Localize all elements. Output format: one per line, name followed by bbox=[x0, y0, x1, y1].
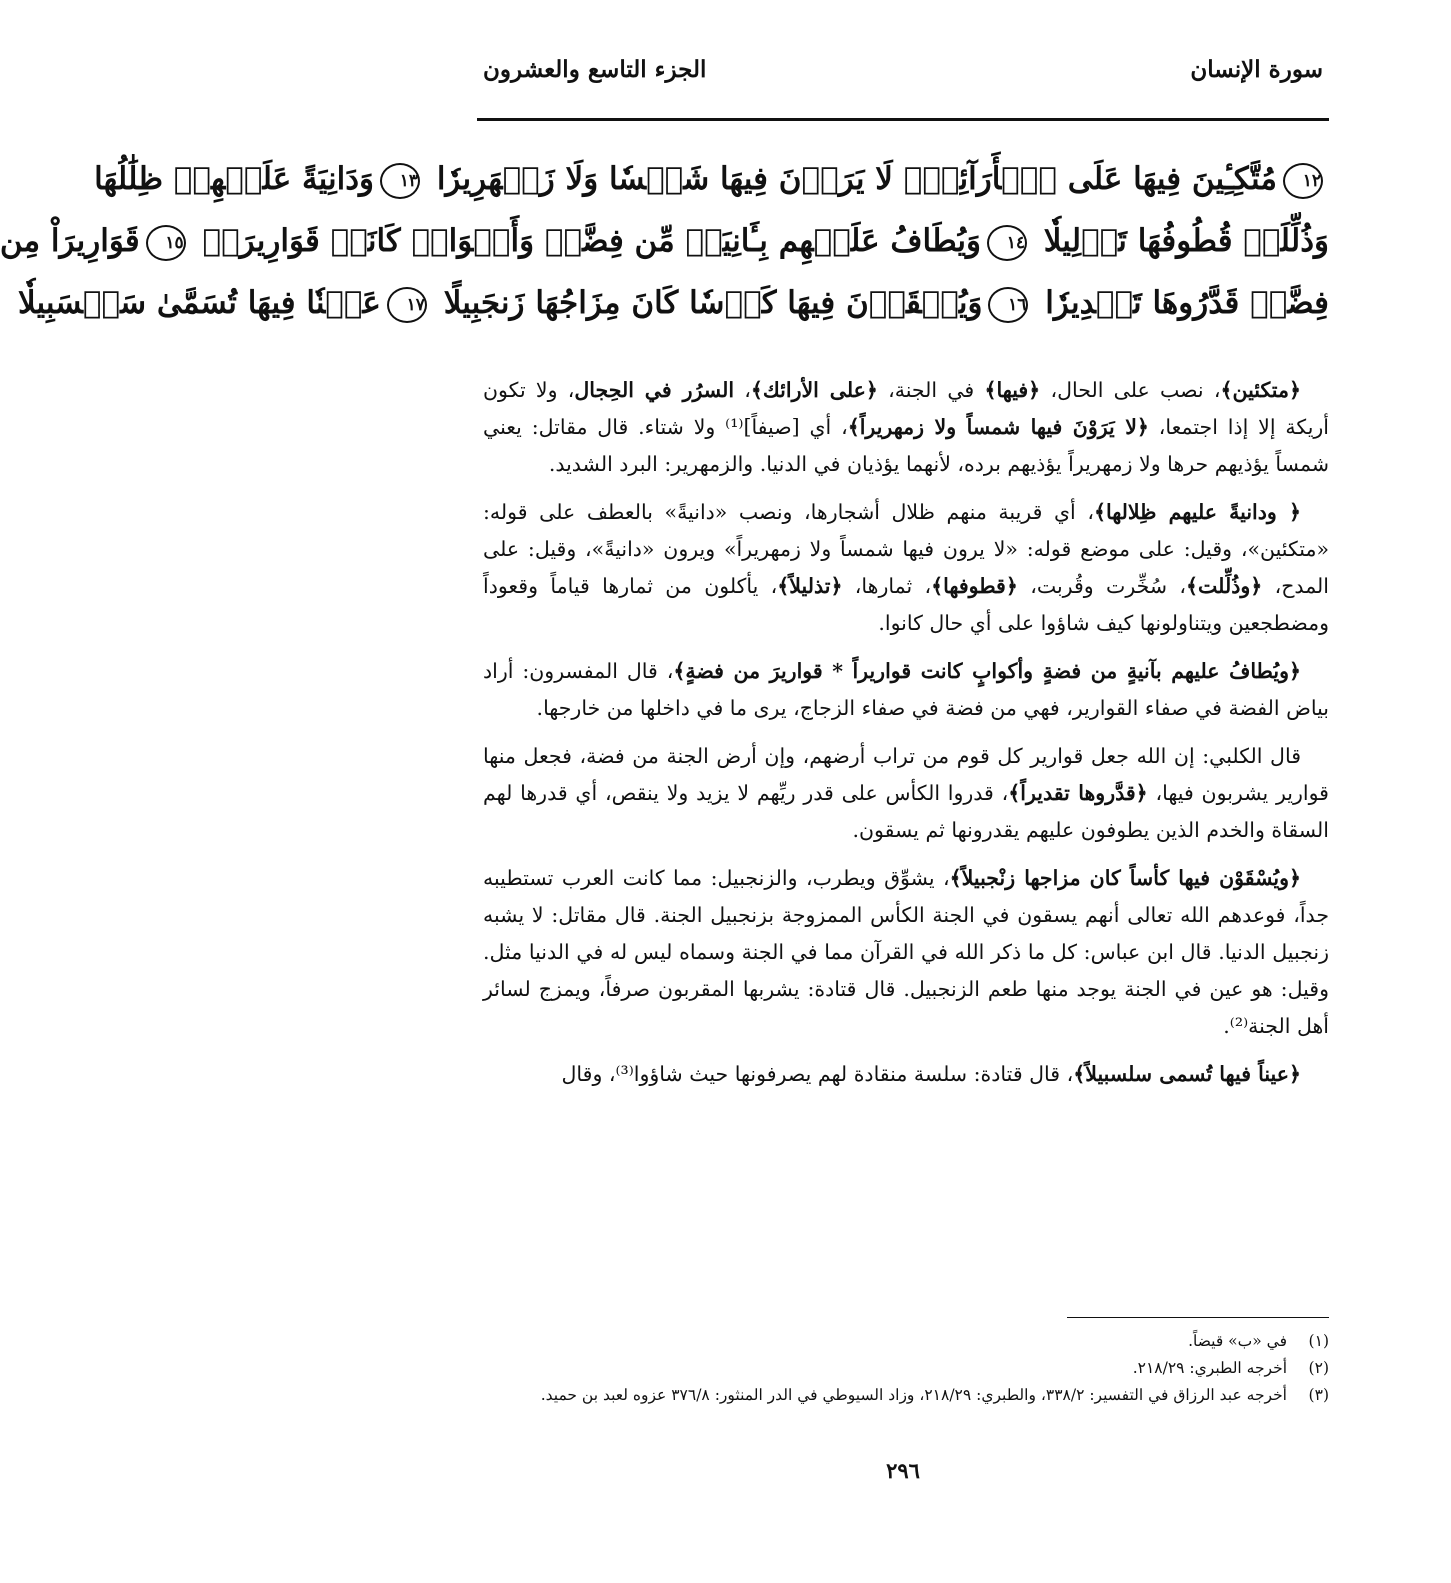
verse-number-marker: ١٢ bbox=[1283, 163, 1323, 199]
juz-title: الجزء التاسع والعشرون bbox=[483, 56, 707, 83]
verse-number-marker: ١٥ bbox=[146, 225, 186, 261]
footnote-number: (١) bbox=[1308, 1332, 1329, 1350]
commentary-text: قال الكلبي: إن الله جعل قوارير كل قوم من تراب أرضهم، وإن أرض الجنة من فضة، فجعل منها قوارير يشربون فيها، bbox=[483, 744, 1329, 805]
footnote bbox=[483, 1382, 1329, 1409]
commentary-text: ، ولا تكون أريكة إلا إذا اجتمعا، bbox=[483, 378, 1329, 439]
quoted-phrase: ﴿فيها﴾ bbox=[984, 378, 1041, 402]
tafsir-paragraph bbox=[483, 494, 1329, 642]
footnote-rule bbox=[1067, 1317, 1329, 1318]
commentary-text: ، يشوِّق ويطرب، والزنجبيل: مما كانت العرب تستطيبه جداً، فوعدهم الله تعالى أنهم يسقون في الجنة الكأس الممزوجة بزنجبيل الجنة. قال مقاتل: لا يشبه زنجبيل الدنيا. قال ابن عباس: كل ما ذكر الله في القرآن مما في الجنة وسماه ليس له في الدنيا مثل. وقيل: هو عين في الجنة يوجد منها طعم الزنجبيل. قال قتادة: يشربها المقربون صرفاً، ويمزج لسائر أهل الجنة⁽²⁾. bbox=[483, 866, 1329, 1038]
quoted-phrase: ﴿لا يَرَوْنَ فيها شمساً ولا زمهريراً﴾ bbox=[847, 415, 1149, 439]
surah-title: سورة الإنسان bbox=[1190, 56, 1323, 83]
footnote-number: (٣) bbox=[1308, 1386, 1329, 1404]
footnote-text: في «ب» قيضاً. bbox=[1188, 1332, 1287, 1350]
tafsir-paragraph bbox=[483, 1056, 1329, 1093]
tafsir-paragraph bbox=[483, 738, 1329, 849]
tafsir-paragraph bbox=[483, 372, 1329, 483]
verse-number-marker: ١٣ bbox=[380, 163, 420, 199]
footnote-number: (٢) bbox=[1308, 1359, 1329, 1377]
verse-number-marker: ١٤ bbox=[987, 225, 1027, 261]
verse-text: فِضَّةٖ قَدَّرُوهَا تَقۡدِيرٗا bbox=[1034, 285, 1329, 321]
commentary-text: ، أي [صيفاً]⁽¹⁾ ولا شتاء. قال مقاتل: يعني شمساً يؤذيهم حرها ولا زمهريراً يؤذيهم برده، لأنهما يؤذيان في الدنيا. والزمهرير: البرد الشديد. bbox=[483, 415, 1329, 476]
footnote-text: أخرجه عبد الرزاق في التفسير: ٣٣٨/٢، والطبري: ٢١٨/٢٩، وزاد السيوطي في الدر المنثور: ٣٧٦/٨ عزوه لعبد بن حميد. bbox=[540, 1386, 1287, 1404]
quoted-phrase: ﴿قدَّروها تقديراً﴾ bbox=[1008, 781, 1148, 805]
verse-text: وَذُلِّلَتۡ قُطُوفُهَا تَذۡلِيلٗا bbox=[1032, 223, 1329, 259]
commentary-text: ، bbox=[734, 378, 751, 402]
commentary-text: ، قدروا الكأس على قدر ريِّهم لا يزيد ولا ينقص، أي قدرها لهم السقاة والخدم الذين يطوفون عليهم يقدرونها ثم يسقون. bbox=[483, 781, 1329, 842]
verse-line bbox=[94, 148, 1329, 210]
quran-verses bbox=[0, 148, 1329, 334]
verse-text: وَيُسۡقَوۡنَ فِيهَا كَأۡسٗا كَانَ مِزَاجُهَا زَنجَبِيلًا bbox=[432, 285, 983, 321]
page-number: ٢٩٦ bbox=[886, 1458, 920, 1483]
quoted-phrase: ﴿قطوفها﴾ bbox=[931, 574, 1018, 598]
tafsir-paragraph bbox=[483, 653, 1329, 727]
tafsir-paragraph bbox=[483, 860, 1329, 1045]
verse-text: وَدَانِيَةً عَلَيۡهِمۡ ظِلَٰلُهَا bbox=[94, 161, 375, 197]
commentary-text: ، أي قريبة منهم ظلال أشجارها، ونصب «دانيةً» بالعطف على قوله: «متكئين»، وقيل: على موضع قوله: «لا يرون فيها شمساً ولا زمهريراً» ويرون «دانيةً»، وقيل: على المدح، bbox=[483, 500, 1329, 598]
quoted-phrase: ﴿ ودانيةً عليهم ظِلالها﴾ bbox=[1093, 500, 1302, 524]
commentary-text: في الجنة، bbox=[877, 378, 985, 402]
footnote bbox=[483, 1355, 1329, 1382]
quoted-phrase: ﴿ويُطافُ عليهم بآنيةٍ من فضةٍ وأكوابٍ كانت قواريراً * قواريرَ من فضةٍ﴾ bbox=[673, 659, 1301, 683]
header-rule bbox=[477, 118, 1329, 121]
commentary-text: ، سُخِّرت وقُربت، bbox=[1017, 574, 1187, 598]
commentary-text: ، قال قتادة: سلسة منقادة لهم يصرفونها حيث شاؤوا⁽³⁾، وقال bbox=[561, 1062, 1074, 1086]
quoted-phrase: ﴿على الأرائك﴾ bbox=[750, 378, 878, 402]
quoted-phrase: ﴿عيناً فيها تُسمى سلسبيلاً﴾ bbox=[1073, 1062, 1301, 1086]
verse-number-marker: ١٧ bbox=[387, 287, 427, 323]
commentary-text: ، قال المفسرون: أراد بياض الفضة في صفاء القوارير، فهي من فضة في صفاء الزجاج، يرى ما في داخلها من خارجها. bbox=[483, 659, 1329, 720]
footnotes bbox=[483, 1328, 1329, 1409]
commentary-text: ، يأكلون من ثمارها قياماً وقعوداً ومضطجعين ويتناولونها كيف شاؤوا على أي حال كانوا. bbox=[483, 574, 1329, 635]
verse-text: عَيۡنٗا فِيهَا تُسَمَّىٰ سَلۡسَبِيلٗا bbox=[18, 285, 381, 321]
footnote bbox=[483, 1328, 1329, 1355]
tafsir-body bbox=[483, 372, 1329, 1104]
footnote-text: أخرجه الطبري: ٢١٨/٢٩. bbox=[1132, 1359, 1287, 1377]
quoted-phrase: ﴿تذليلاً﴾ bbox=[777, 574, 843, 598]
quoted-phrase: ﴿وذُلِّلت﴾ bbox=[1186, 574, 1263, 598]
quoted-phrase: ﴿متكئين﴾ bbox=[1220, 378, 1301, 402]
quoted-phrase: ﴿ويُسْقَوْن فيها كأساً كان مزاجها زنْجبيلاً﴾ bbox=[949, 866, 1301, 890]
commentary-text: ، نصب على الحال، bbox=[1040, 378, 1221, 402]
quoted-phrase: السرُر في الحِجال bbox=[574, 378, 735, 402]
verse-line bbox=[0, 210, 1329, 272]
verse-line bbox=[18, 272, 1329, 334]
commentary-text: ، ثمارها، bbox=[842, 574, 932, 598]
verse-text: وَيُطَافُ عَلَيۡهِم بِـَٔانِيَةٖ مِّن فِضَّةٖ وَأَكۡوَابٖ كَانَتۡ قَوَارِيرَا۠ bbox=[191, 223, 981, 259]
verse-number-marker: ١٦ bbox=[988, 287, 1028, 323]
running-header bbox=[483, 56, 1323, 83]
verse-text: مُتَّكِـِٔينَ فِيهَا عَلَى ٱلۡأَرَآئِكِۖ لَا يَرَوۡنَ فِيهَا شَمۡسٗا وَلَا زَمۡهَرِيرٗا bbox=[426, 161, 1277, 197]
verse-text: قَوَارِيرَاْ مِن bbox=[0, 223, 140, 259]
